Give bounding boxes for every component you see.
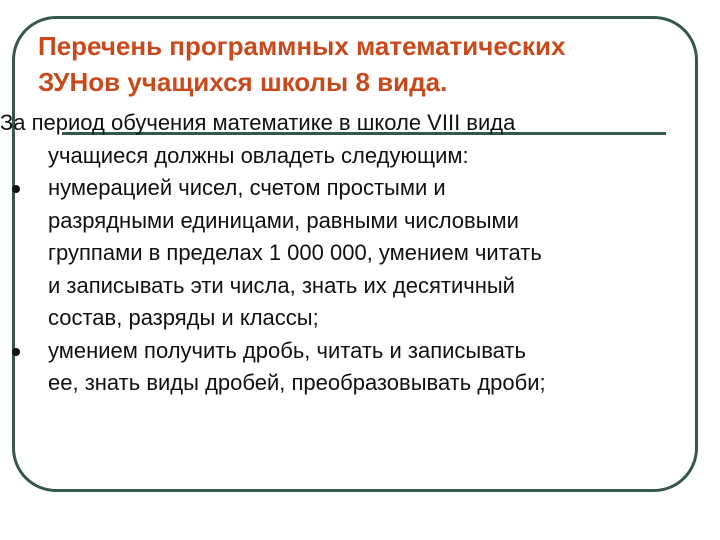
bullet-line: состав, разряды и классы; — [48, 305, 319, 330]
slide-title — [38, 28, 698, 100]
bullet-dot-icon — [12, 348, 20, 356]
bullet-line: умением получить дробь, читать и записывать — [48, 337, 526, 363]
bullet-line: разрядными единицами, равными числовыми — [48, 207, 519, 233]
bullet-item — [0, 335, 700, 400]
intro-paragraph — [0, 107, 700, 172]
bullet-line: и записывать эти числа, знать их десятичный — [48, 272, 515, 298]
bullet-line: ее, знать виды дробей, преобразовывать дроби; — [48, 370, 546, 395]
intro-line: За период обучения математике в школе VIII вида — [0, 110, 516, 135]
title-line: Перечень программных математических — [38, 31, 566, 61]
bullet-line: группами в пределах 1 000 000, умением читать — [48, 240, 542, 265]
slide-body — [0, 107, 700, 400]
bullet-item — [0, 172, 700, 335]
intro-line: учащиеся должны овладеть следующим: — [48, 142, 469, 168]
bullet-dot-icon — [12, 185, 20, 193]
title-line: ЗУНов учащихся школы 8 вида. — [38, 67, 448, 97]
bullet-line: нумерацией чисел, счетом простыми и — [48, 175, 446, 200]
